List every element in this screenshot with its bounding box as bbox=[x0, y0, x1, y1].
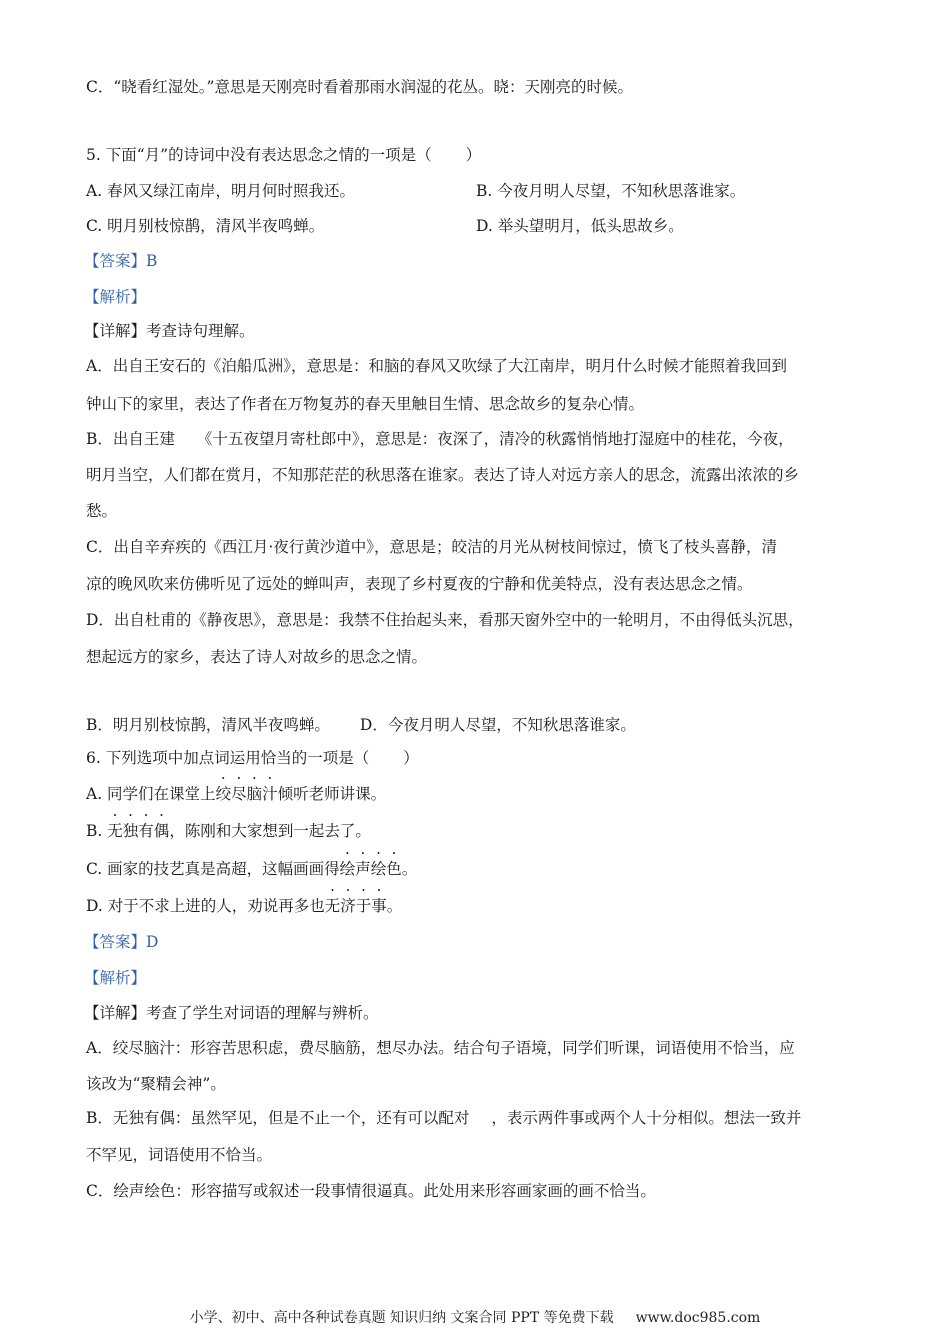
q6-analysis-b-line1 bbox=[86, 1108, 801, 1128]
q6-option-c-suffix: 。 bbox=[401, 860, 418, 878]
q6-answer: 【答案】D bbox=[84, 933, 159, 951]
q5-analysis-c-line1: C．出自辛弃疾的《西江月·夜行黄沙道中》，意思是；皎洁的月光从树枝间惊过，愤飞了枝头喜静，清 bbox=[86, 538, 778, 556]
q5-analysis-a-line2: 钟山下的家里，表达了作者在万物复苏的春天里触目生情、思念故乡的复杂心情。 bbox=[86, 395, 645, 413]
q6-option-b-suffix: ，陈刚和大家想到一起去了。 bbox=[169, 822, 371, 840]
q5-analysis-a-line1: A．出自王安石的《泊船瓜洲》，意思是：和脑的春风又吹绿了大江南岸，明月什么时候才能照着我回到 bbox=[86, 357, 787, 375]
q6-option-c-dotted-char: 声 bbox=[355, 860, 371, 878]
q6-option-a-dotted-char: 尽 bbox=[231, 785, 247, 803]
q5-analysis-c-line2: 凉的晚风吹来仿佛听见了远处的蝉叫声，表现了乡村夏夜的宁静和优美特点，没有表达思念之情。 bbox=[86, 575, 753, 593]
q5-analysis-b-line1-rest: 《十五夜望月寄杜郎中》，意思是：夜深了，清冷的秋露悄悄地打湿庭中的桂花，今夜， bbox=[196, 430, 794, 448]
q6-option-c-dotted-char: 绘 bbox=[339, 860, 356, 878]
q6-analysis-a-line2: 该改为“聚精会神”。 bbox=[86, 1075, 226, 1093]
q6-analysis-b-line1-start: B．无独有偶：虽然罕见，但是不止一个，还有可以配对 bbox=[86, 1109, 470, 1127]
q5-stem bbox=[86, 145, 481, 165]
footer-text: 小学、初中、高中各种试卷真题 知识归纳 文案合同 PPT 等免费下载 bbox=[189, 1310, 614, 1326]
q5-analysis-d-line2: 想起远方的家乡，表达了诗人对故乡的思念之情。 bbox=[86, 648, 428, 666]
q5-option-c: C. 明月别枝惊鹊，清风半夜鸣蝉。 bbox=[86, 217, 325, 235]
q5-option-d: D. 举头望明月，低头思故乡。 bbox=[476, 217, 684, 235]
q6-stem-text: 6. 下列选项中加点词运用恰当的一项是（ bbox=[86, 749, 370, 767]
q6-option-d-dotted-char: 于 bbox=[355, 897, 372, 915]
q6-option-c-dotted-char: 色 bbox=[386, 860, 402, 878]
q6-analysis-c-line1: C．绘声绘色：形容描写或叙述一段事情很逼真。此处用来形容画家画的画不恰当。 bbox=[86, 1182, 656, 1200]
extra-option-b: B．明月别枝惊鹊，清风半夜鸣蝉。 bbox=[86, 716, 330, 734]
q5-analysis-b-line1 bbox=[86, 429, 794, 449]
q6-option-a-dotted-char: 绞 bbox=[215, 785, 232, 803]
q5-answer: 【答案】B bbox=[84, 252, 158, 270]
q5-analysis-b-line1-start: B．出自王建 bbox=[86, 430, 175, 448]
q5-analysis-d-line1: D．出自杜甫的《静夜思》，意思是：我禁不住抬起头来，看那天窗外空中的一轮明月，不由得低头沉思， bbox=[86, 611, 804, 629]
q6-option-d-dotted-char: 事 bbox=[371, 897, 387, 915]
extra-option-d: D．今夜月明人尽望，不知秋思落谁家。 bbox=[359, 716, 636, 734]
q5-stem-text: 5. 下面“月”的诗词中没有表达思念之情的一项是（ bbox=[86, 146, 432, 164]
q6-option-a-suffix: 倾听老师讲课。 bbox=[277, 785, 387, 803]
q5-option-b: B. 今夜月明人尽望，不知秋思落谁家。 bbox=[476, 182, 746, 200]
q6-stem-close: ） bbox=[403, 749, 419, 767]
q6-option-d-suffix: 。 bbox=[386, 897, 403, 915]
q6-option-b-dotted-char: 偶 bbox=[153, 822, 170, 840]
q6-option-d-dotted-char: 无 bbox=[324, 897, 341, 915]
q5-detail: 【详解】考查诗句理解。 bbox=[84, 322, 255, 340]
q6-option-b-dotted-char: 独 bbox=[122, 822, 139, 840]
q6-analysis-b-line2: 不罕见，词语使用不恰当。 bbox=[86, 1146, 273, 1164]
q6-option-a-dotted-char: 汁 bbox=[262, 785, 278, 803]
q5-option-a: A. 春风又绿江南岸，明月何时照我还。 bbox=[86, 182, 356, 200]
q6-option-d-dotted-char: 济 bbox=[340, 897, 356, 915]
q6-option-a bbox=[86, 784, 386, 804]
q6-option-c-dotted-char: 绘 bbox=[370, 860, 387, 878]
q5-analysis-b-line2: 明月当空，人们都在赏月，不知那茫茫的秋思落在谁家。表达了诗人对远方亲人的思念，流露出浓浓的乡 bbox=[86, 466, 800, 484]
q6-stem bbox=[86, 748, 419, 768]
extra-options bbox=[86, 715, 636, 735]
q6-option-c-prefix: C. 画家的技艺真是高超，这幅画画得 bbox=[86, 860, 340, 878]
q6-option-b-dotted-char: 有 bbox=[138, 822, 154, 840]
q6-analysis-label: 【解析】 bbox=[84, 969, 147, 987]
q6-option-b bbox=[86, 821, 371, 841]
q5-stem-close: ） bbox=[465, 146, 482, 164]
q6-option-c bbox=[86, 859, 417, 879]
q6-analysis-a-line1: A．绞尽脑汁：形容苦思积虑，费尽脑筋，想尽办法。结合句子语境，同学们听课，词语使用不恰当，应 bbox=[86, 1039, 795, 1057]
q6-detail: 【详解】考查了学生对词语的理解与辨析。 bbox=[84, 1004, 379, 1022]
q6-option-d-prefix: D. 对于不求上进的人，劝说再多也 bbox=[86, 897, 325, 915]
q6-analysis-b-line1-rest: ，表示两件事或两个人十分相似。想法一致并 bbox=[491, 1109, 802, 1127]
page-footer bbox=[0, 1307, 950, 1327]
q5-analysis-b-line3: 愁。 bbox=[86, 502, 118, 520]
q5-analysis-label: 【解析】 bbox=[84, 288, 147, 306]
q6-option-d bbox=[86, 896, 402, 916]
footer-url: www.doc985.com bbox=[635, 1310, 761, 1326]
q6-option-a-dotted-char: 脑 bbox=[246, 785, 263, 803]
q4-option-c-explanation: C．“晓看红湿处。”意思是天刚亮时看着那雨水润湿的花丛。晓：天刚亮的时候。 bbox=[86, 78, 633, 96]
q6-option-b-prefix: B. bbox=[86, 822, 108, 840]
q6-option-a-prefix: A. 同学们在课堂上 bbox=[86, 785, 216, 803]
q6-option-b-dotted-char: 无 bbox=[107, 822, 123, 840]
